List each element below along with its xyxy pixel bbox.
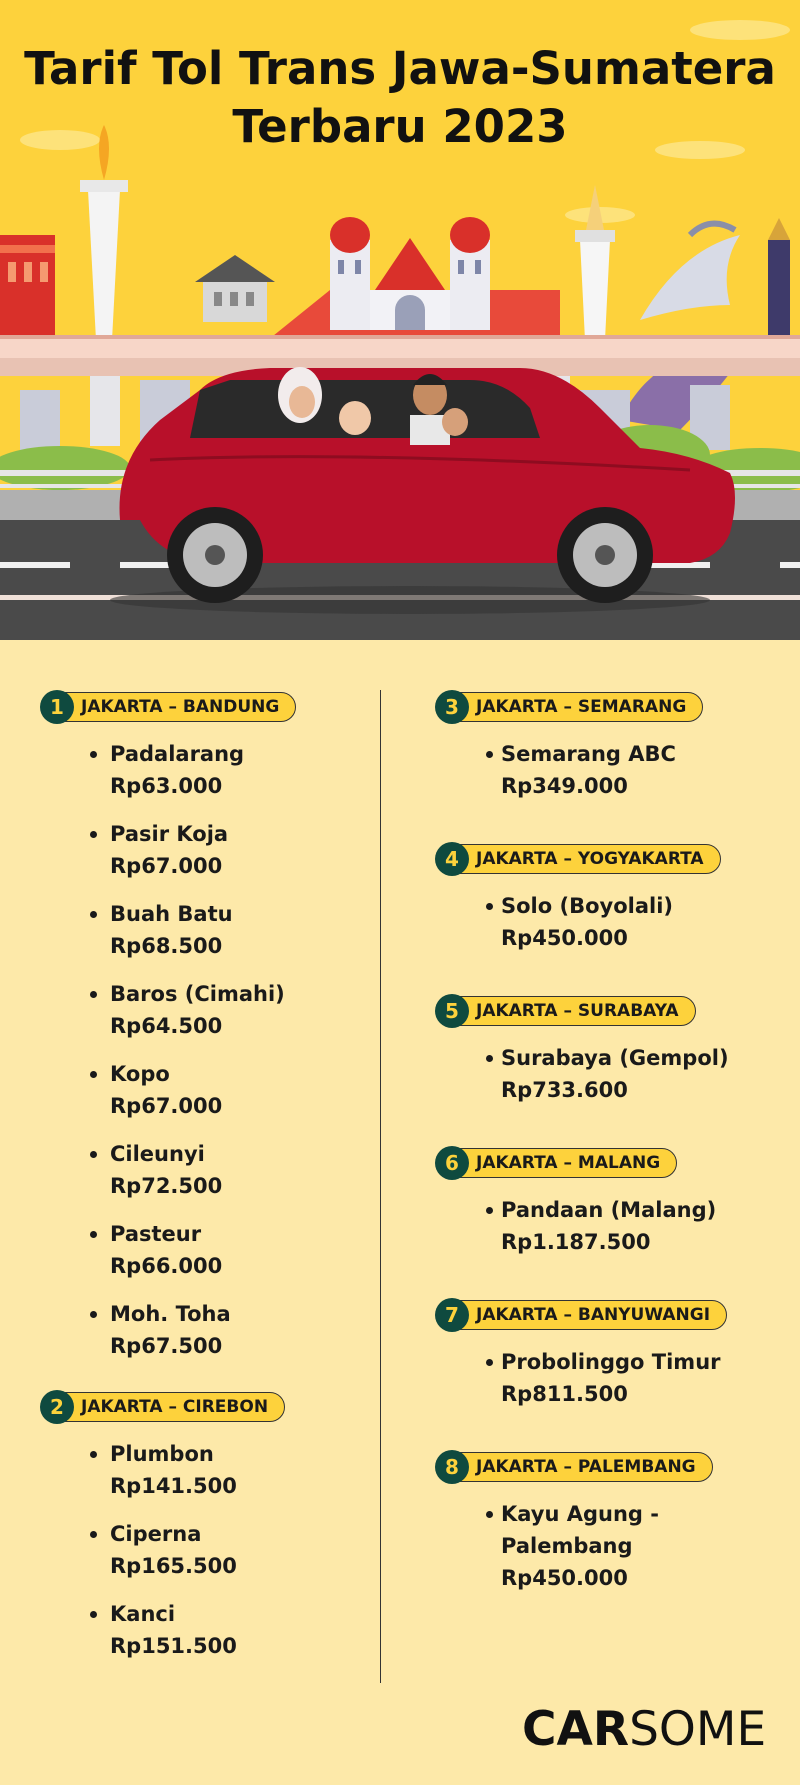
- carsome-logo: [522, 1702, 766, 1757]
- toll-tariff-list: [0, 640, 800, 1785]
- toll-gate-name: Padalarang: [110, 742, 245, 766]
- toll-price: Rp72.500: [110, 1174, 223, 1198]
- toll-price: Rp141.500: [110, 1474, 237, 1498]
- route-number: 8: [435, 1450, 469, 1484]
- toll-price: Rp811.500: [501, 1382, 628, 1406]
- logo-light-text: SOME: [629, 1702, 767, 1757]
- toll-gate-list: [40, 738, 370, 1362]
- route-badge: [40, 690, 370, 724]
- route-number: 6: [435, 1146, 469, 1180]
- route-number: 1: [40, 690, 74, 724]
- route-number: 5: [435, 994, 469, 1028]
- toll-gate-item: [40, 1218, 370, 1282]
- toll-gate-item: [40, 738, 370, 802]
- page-title: [0, 40, 800, 156]
- route-group: [435, 690, 775, 802]
- route-group: [40, 690, 370, 1362]
- toll-gate-name: Pasteur: [110, 1222, 202, 1246]
- route-group: [435, 842, 775, 954]
- toll-gate-name: Surabaya (Gempol): [501, 1046, 729, 1070]
- toll-gate-list: [435, 1042, 775, 1106]
- toll-gate-item: [40, 1438, 370, 1502]
- toll-gate-item: [435, 1194, 775, 1258]
- toll-price: Rp66.000: [110, 1254, 223, 1278]
- toll-gate-name: Cileunyi: [110, 1142, 205, 1166]
- toll-price: Rp349.000: [501, 774, 628, 798]
- route-name: JAKARTA – SEMARANG: [441, 692, 703, 722]
- toll-gate-item: [40, 1138, 370, 1202]
- toll-gate-name: Plumbon: [110, 1442, 214, 1466]
- left-column: [40, 690, 370, 1678]
- toll-gate-name: Semarang ABC: [501, 742, 676, 766]
- toll-price: Rp67.000: [110, 854, 223, 878]
- route-name: JAKARTA – CIREBON: [46, 1392, 285, 1422]
- toll-gate-list: [40, 1438, 370, 1662]
- toll-price: Rp450.000: [501, 1566, 628, 1590]
- toll-gate-name: Ciperna: [110, 1522, 202, 1546]
- route-number: 3: [435, 690, 469, 724]
- toll-price: Rp64.500: [110, 1014, 223, 1038]
- toll-gate-item: [435, 738, 775, 802]
- route-name: JAKARTA – BANDUNG: [46, 692, 296, 722]
- toll-gate-name: Kayu Agung - Palembang: [501, 1502, 659, 1558]
- logo-bold-text: CAR: [522, 1702, 630, 1757]
- column-divider: [380, 690, 381, 1683]
- toll-gate-name: Pasir Koja: [110, 822, 229, 846]
- toll-price: Rp67.500: [110, 1334, 223, 1358]
- toll-price: Rp450.000: [501, 926, 628, 950]
- right-column: [435, 690, 775, 1634]
- toll-price: Rp151.500: [110, 1634, 237, 1658]
- route-group: [435, 994, 775, 1106]
- toll-gate-name: Kanci: [110, 1602, 176, 1626]
- route-group: [40, 1390, 370, 1662]
- route-number: 7: [435, 1298, 469, 1332]
- toll-gate-item: [40, 1298, 370, 1362]
- route-name: JAKARTA – BANYUWANGI: [441, 1300, 727, 1330]
- toll-gate-list: [435, 1194, 775, 1258]
- toll-gate-item: [40, 898, 370, 962]
- toll-gate-name: Probolinggo Timur: [501, 1350, 721, 1374]
- route-badge: [435, 1298, 775, 1332]
- toll-gate-item: [40, 978, 370, 1042]
- route-number: 4: [435, 842, 469, 876]
- toll-price: Rp63.000: [110, 774, 223, 798]
- route-name: JAKARTA – PALEMBANG: [441, 1452, 713, 1482]
- toll-gate-list: [435, 738, 775, 802]
- toll-gate-list: [435, 890, 775, 954]
- toll-price: Rp165.500: [110, 1554, 237, 1578]
- route-name: JAKARTA – YOGYAKARTA: [441, 844, 721, 874]
- title-line-1: Tarif Tol Trans Jawa-Sumatera: [24, 42, 776, 95]
- route-group: [435, 1146, 775, 1258]
- toll-price: Rp67.000: [110, 1094, 223, 1118]
- toll-gate-name: Solo (Boyolali): [501, 894, 673, 918]
- toll-gate-list: [435, 1498, 775, 1594]
- toll-gate-name: Baros (Cimahi): [110, 982, 285, 1006]
- route-badge: [40, 1390, 370, 1424]
- toll-gate-item: [435, 1346, 775, 1410]
- toll-gate-item: [435, 1042, 775, 1106]
- toll-gate-item: [40, 818, 370, 882]
- route-badge: [435, 1146, 775, 1180]
- toll-gate-name: Kopo: [110, 1062, 170, 1086]
- toll-gate-item: [40, 1058, 370, 1122]
- toll-price: Rp68.500: [110, 934, 223, 958]
- toll-gate-item: [40, 1598, 370, 1662]
- toll-price: Rp1.187.500: [501, 1230, 651, 1254]
- title-line-2: Terbaru 2023: [232, 100, 568, 153]
- route-badge: [435, 994, 775, 1028]
- toll-gate-item: [40, 1518, 370, 1582]
- toll-gate-name: Buah Batu: [110, 902, 233, 926]
- toll-gate-item: [435, 890, 775, 954]
- route-name: JAKARTA – SURABAYA: [441, 996, 696, 1026]
- toll-gate-list: [435, 1346, 775, 1410]
- hero-illustration: [0, 0, 800, 640]
- toll-gate-name: Moh. Toha: [110, 1302, 231, 1326]
- route-name: JAKARTA – MALANG: [441, 1148, 677, 1178]
- toll-gate-item: [435, 1498, 775, 1594]
- route-badge: [435, 1450, 775, 1484]
- route-group: [435, 1450, 775, 1594]
- route-badge: [435, 690, 775, 724]
- route-number: 2: [40, 1390, 74, 1424]
- toll-price: Rp733.600: [501, 1078, 628, 1102]
- toll-gate-name: Pandaan (Malang): [501, 1198, 717, 1222]
- route-group: [435, 1298, 775, 1410]
- route-badge: [435, 842, 775, 876]
